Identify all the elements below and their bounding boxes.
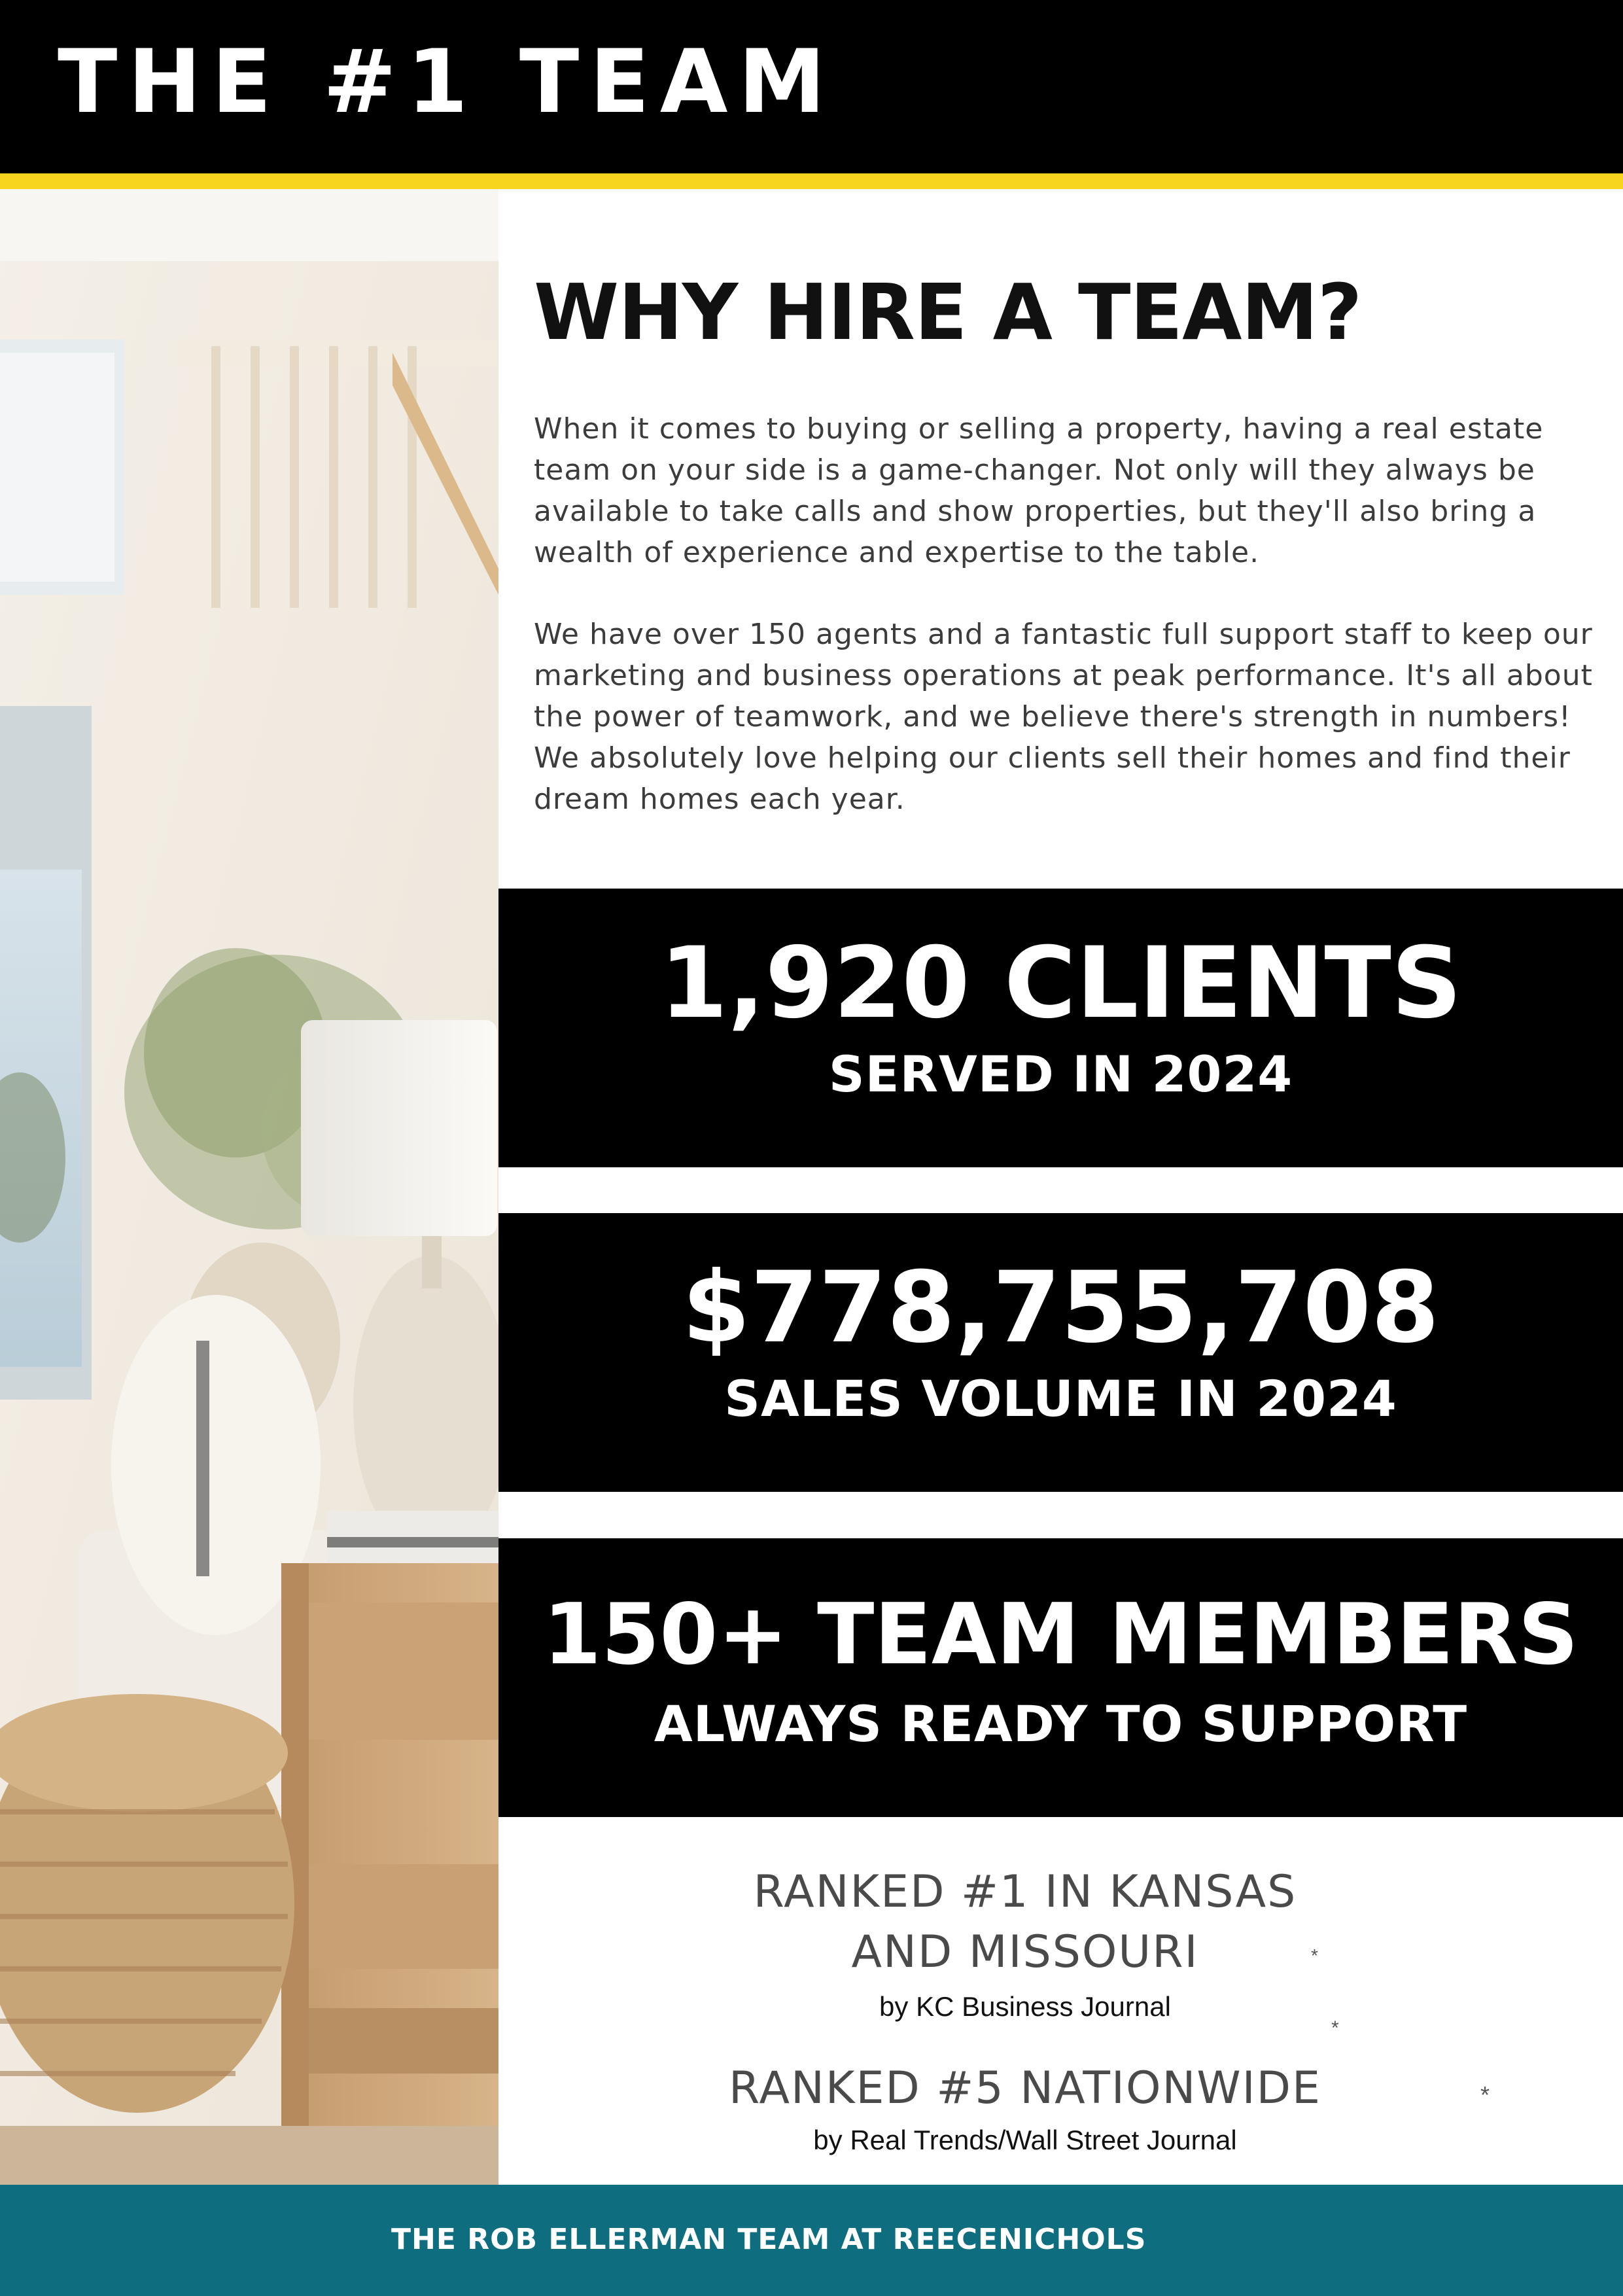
ranking-source-kc-business-journal: by KC Business Journal: [879, 1991, 1171, 2022]
ranking-line-2: AND MISSOURI: [851, 1926, 1199, 1978]
stat-caption: SERVED IN 2024: [828, 1045, 1293, 1103]
footer-bar: [0, 2185, 1623, 2296]
ranking-source-real-trends: by Real Trends/Wall Street Journal: [813, 2125, 1237, 2155]
stat-block-team-members: [498, 1538, 1623, 1817]
intro-paragraph-1: When it comes to buying or selling a property, having a real estate team on your side is a game-changer. Not only will they always be available to take calls and show properties, but they'll also bring a wealth of experience and expertise to the table.: [534, 412, 1544, 569]
ranking-kansas-missouri: [498, 1862, 1552, 1983]
asterisk-mark: *: [1311, 1945, 1318, 1966]
asterisk-mark: *: [1480, 2081, 1490, 2108]
stat-value: 1,920 CLIENTS: [659, 927, 1462, 1040]
stat-value: 150+ TEAM MEMBERS: [543, 1586, 1579, 1684]
stat-block-clients: [498, 889, 1623, 1167]
stat-value: $778,755,708: [682, 1251, 1440, 1365]
intro-paragraph-2: We have over 150 agents and a fantastic full support staff to keep our marketing and business operations at peak performance. It's all about the power of teamwork, and we believe there's strength in numbers! We absolutely love helping our clients sell their homes and find their dream homes each year.: [534, 618, 1593, 816]
ranking-line-1: RANKED #1 IN KANSAS: [753, 1866, 1297, 1918]
stat-caption: ALWAYS READY TO SUPPORT: [654, 1695, 1468, 1753]
accent-stripe: [0, 173, 1623, 189]
page-title: THE #1 TEAM: [58, 31, 836, 133]
footer-team-name: THE ROB ELLERMAN TEAM AT REECENICHOLS: [391, 2223, 1147, 2256]
asterisk-mark: *: [1331, 2017, 1339, 2039]
interior-photo: [0, 189, 498, 2185]
header-bar: [0, 0, 1623, 173]
stat-caption: SALES VOLUME IN 2024: [724, 1369, 1397, 1428]
stat-block-sales-volume: [498, 1213, 1623, 1492]
section-headline: WHY HIRE A TEAM?: [534, 267, 1362, 357]
ranking-nationwide: [498, 2058, 1552, 2119]
ranking-line-1: RANKED #5 NATIONWIDE: [729, 2062, 1321, 2114]
